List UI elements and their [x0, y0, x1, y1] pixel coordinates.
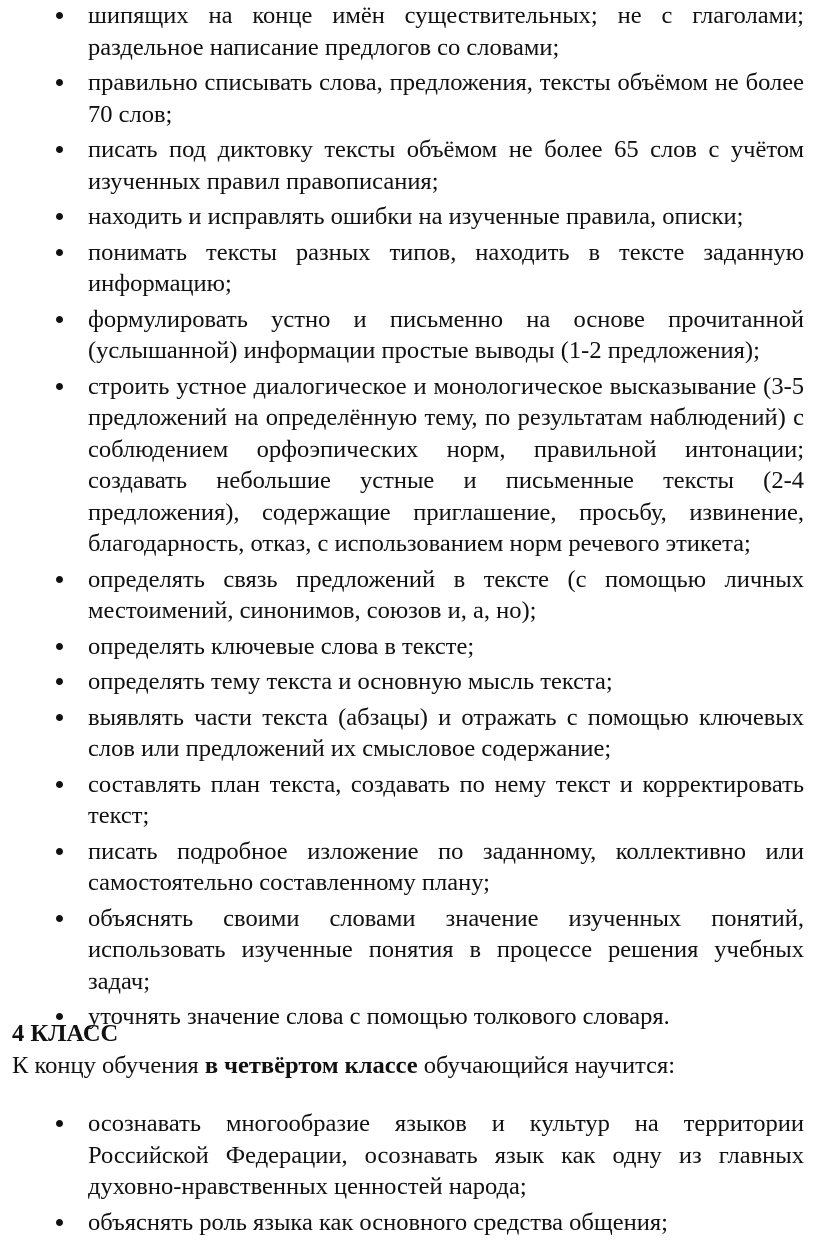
list-item: [0, 836, 816, 899]
intro-text-before: К концу обучения: [12, 1052, 205, 1079]
bullet-icon: [56, 781, 63, 788]
list-item: [0, 201, 816, 233]
bullet-icon: [56, 678, 63, 685]
list-item-text: объяснять своими словами значение изученных понятий, использовать изученные понятия в процессе решения учебных задач;: [88, 904, 804, 995]
bullet-icon: [56, 714, 63, 721]
list-item: [0, 1001, 816, 1033]
list-item-text: формулировать устно и письменно на основе прочитанной (услышанной) информации простые выводы (1-2 предложения);: [88, 305, 804, 364]
list-item: [0, 371, 816, 560]
section-intro: [12, 1050, 675, 1082]
list-item: [0, 0, 816, 63]
list-item-text: определять тему текста и основную мысль текста;: [88, 668, 613, 695]
bullet-icon: [56, 316, 63, 323]
list-item: [0, 631, 816, 663]
list-item-text: определять связь предложений в тексте (с помощью личных местоимений, синонимов, союзов и, а, но);: [88, 565, 804, 624]
bullet-icon: [56, 1219, 63, 1226]
list-item: [0, 903, 816, 998]
list-item-text: объяснять роль языка как основного средства общения;: [88, 1208, 668, 1236]
list-item-text: составлять план текста, создавать по нему текст и корректировать текст;: [88, 770, 804, 829]
bullet-icon: [56, 1120, 63, 1127]
bullet-icon: [56, 643, 63, 650]
list-item: [0, 564, 816, 627]
section-heading: 4 КЛАСС: [12, 1020, 119, 1047]
list-item-text: писать под диктовку тексты объёмом не более 65 слов с учётом изученных правил правописания;: [88, 136, 804, 195]
list-item: [0, 666, 816, 698]
list-item-text: осознавать многообразие языков и культур на территории Российской Федерации, осознавать язык как одну из главных духовно-нравственных ценностей народа;: [88, 1110, 804, 1200]
bullet-icon: [56, 12, 63, 19]
list-item-text: писать подробное изложение по заданному, коллективно или самостоятельно составленному плану;: [88, 837, 804, 896]
bullet-icon: [56, 146, 63, 153]
list-item-text: выявлять части текста (абзацы) и отражать с помощью ключевых слов или предложений их смысловое содержание;: [88, 703, 804, 762]
list-item-text: находить и исправлять ошибки на изученные правила, описки;: [88, 203, 744, 230]
bullet-icon: [56, 383, 63, 390]
list-item: [0, 1207, 816, 1239]
list-item: [0, 304, 816, 367]
list-item-text: понимать тексты разных типов, находить в тексте заданную информацию;: [88, 238, 804, 297]
bullet-icon: [56, 79, 63, 86]
bullet-icon: [56, 249, 63, 256]
list-item-text: уточнять значение слова с помощью толкового словаря.: [88, 1003, 670, 1030]
list-item-text: строить устное диалогическое и монологическое высказывание (3-5 предложений на определённую тему, по результатам наблюдений) с соблюдением орфоэпических норм, правильной интонации; создавать небольшие устные и письменные тексты (2-4 предложения), содержащие приглашение, просьбу, извинение, благодарность, отказ, с использованием норм речевого этикета;: [88, 372, 804, 557]
bullet-icon: [56, 915, 63, 922]
list-item: [0, 237, 816, 300]
bullet-icon: [56, 576, 63, 583]
bullet-icon: [56, 848, 63, 855]
bullet-icon: [56, 213, 63, 220]
list-item-text: шипящих на конце имён существительных; не с глаголами; раздельное написание предлогов со словами;: [88, 2, 804, 61]
list-item: [0, 67, 816, 130]
list-item-text: правильно списывать слова, предложения, тексты объёмом не более 70 слов;: [88, 69, 804, 128]
skills-list-grade4: [0, 1108, 816, 1242]
list-item: [0, 134, 816, 197]
list-item-text: определять ключевые слова в тексте;: [88, 632, 475, 660]
list-item: [0, 702, 816, 765]
list-item: [0, 1108, 816, 1203]
intro-text-after: обучающийся научится:: [417, 1052, 676, 1079]
list-item: [0, 769, 816, 832]
intro-text-bold: в четвёртом классе: [204, 1052, 418, 1079]
